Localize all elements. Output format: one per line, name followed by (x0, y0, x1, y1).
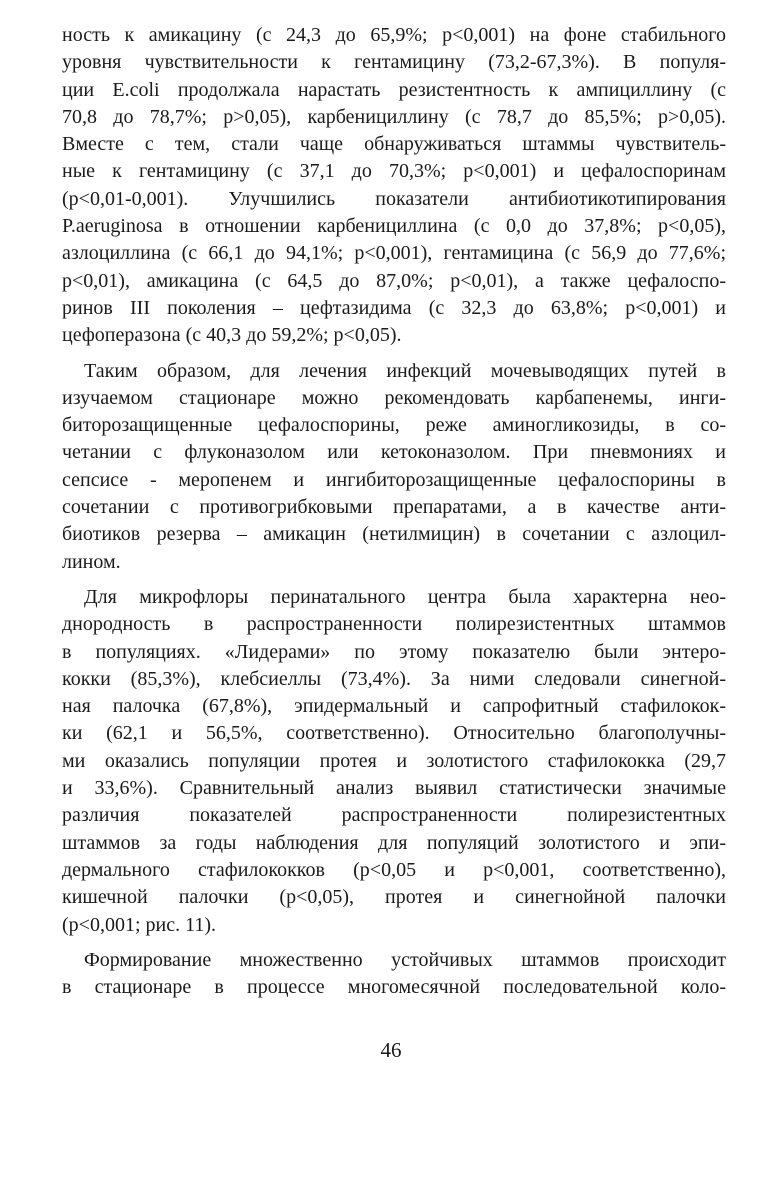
paragraph (62, 22, 726, 350)
text-line: и 33,6%). Сравнительный анализ выявил статистически значимые (62, 777, 726, 800)
text-line: Для микрофлоры перинатального центра была характерна нео- (84, 585, 726, 608)
paragraph (62, 947, 726, 1002)
text-line: уровня чувствительности к гентамицину (73,2-67,3%). В популя- (62, 51, 726, 74)
text-line: азлоциллина (с 66,1 до 94,1%; р<0,001), гентамицина (с 56,9 до 77,6%; (62, 242, 726, 265)
text-line: Таким образом, для лечения инфекций мочевыводящих путей в (84, 359, 726, 382)
paragraph-gap (62, 350, 726, 358)
text-line: штаммов за годы наблюдения для популяций золотистого и эпи- (62, 831, 726, 854)
text-line: цефоперазона (с 40,3 до 59,2%; р<0,05). (62, 324, 402, 347)
text-line: (р<0,001; рис. 11). (62, 913, 216, 936)
text-line: р<0,01), амикацина (с 64,5 до 87,0%; р<0,01), а также цефалоспо- (62, 269, 726, 292)
text-line: ции E.coli продолжала нарастать резистентность к ампициллину (с (62, 78, 726, 101)
text-line: P.aeruginosa в отношении карбенициллина (с 0,0 до 37,8%; р<0,05), (62, 215, 726, 238)
text-line: днородность в распространенности полирезистентных штаммов (62, 613, 726, 636)
text-line: изучаемом стационаре можно рекомендовать карбапенемы, инги- (62, 386, 726, 409)
paragraph (62, 584, 726, 939)
text-line: биотиков резерва – амикацин (нетилмицин) в сочетании с азлоцил- (62, 523, 726, 546)
text-line: в популяциях. «Лидерами» по этому показателю были энтеро- (62, 640, 726, 663)
text-line: (р<0,01-0,001). Улучшились показатели антибиотикотипирования (62, 187, 726, 210)
text-line: в стационаре в процессе многомесячной последовательной коло- (62, 976, 726, 999)
text-line: ринов III поколения – цефтазидима (с 32,3 до 63,8%; р<0,001) и (62, 296, 726, 319)
text-line: дермального стафилококков (р<0,05 и р<0,001, соответственно), (62, 858, 726, 881)
text-line: сепсисе - меропенем и ингибиторозащищенные цефалоспорины в (62, 468, 726, 491)
text-line: ность к амикацину (с 24,3 до 65,9%; р<0,001) на фоне стабильного (62, 24, 726, 46)
text-line: ная палочка (67,8%), эпидермальный и сапрофитный стафилокок- (62, 695, 726, 718)
text-line: 70,8 до 78,7%; р>0,05), карбенициллину (с 78,7 до 85,5%; р>0,05). (62, 105, 726, 128)
text-line: ми оказались популяции протея и золотистого стафилококка (29,7 (62, 749, 726, 772)
text-line: биторозащищенные цефалоспорины, реже аминогликозиды, в со- (62, 414, 726, 437)
text-line: четании с флуконазолом или кетоконазолом. При пневмониях и (62, 441, 726, 464)
text-line: сочетании с противогрибковыми препаратами, а в качестве анти- (62, 496, 726, 519)
text-line: кокки (85,3%), клебсиеллы (73,4%). За ними следовали синегной- (62, 667, 726, 690)
body-text (62, 22, 726, 1001)
paragraph-gap (62, 939, 726, 947)
text-line: Вместе с тем, стали чаще обнаруживаться штаммы чувствитель- (62, 133, 726, 156)
page-number: 46 (380, 1038, 402, 1062)
text-line: ки (62,1 и 56,5%, соответственно). Относительно благополучны- (62, 722, 726, 745)
text-line: различия показателей распространенности полирезистентных (62, 804, 726, 827)
text-line: лином. (62, 550, 121, 573)
text-line: кишечной палочки (р<0,05), протея и синегнойной палочки (62, 886, 726, 909)
text-line: Формирование множественно устойчивых штаммов происходит (84, 948, 726, 971)
paragraph-gap (62, 576, 726, 584)
paragraph (62, 358, 726, 576)
text-line: ные к гентамицину (с 37,1 до 70,3%; р<0,001) и цефалоспоринам (62, 160, 726, 183)
